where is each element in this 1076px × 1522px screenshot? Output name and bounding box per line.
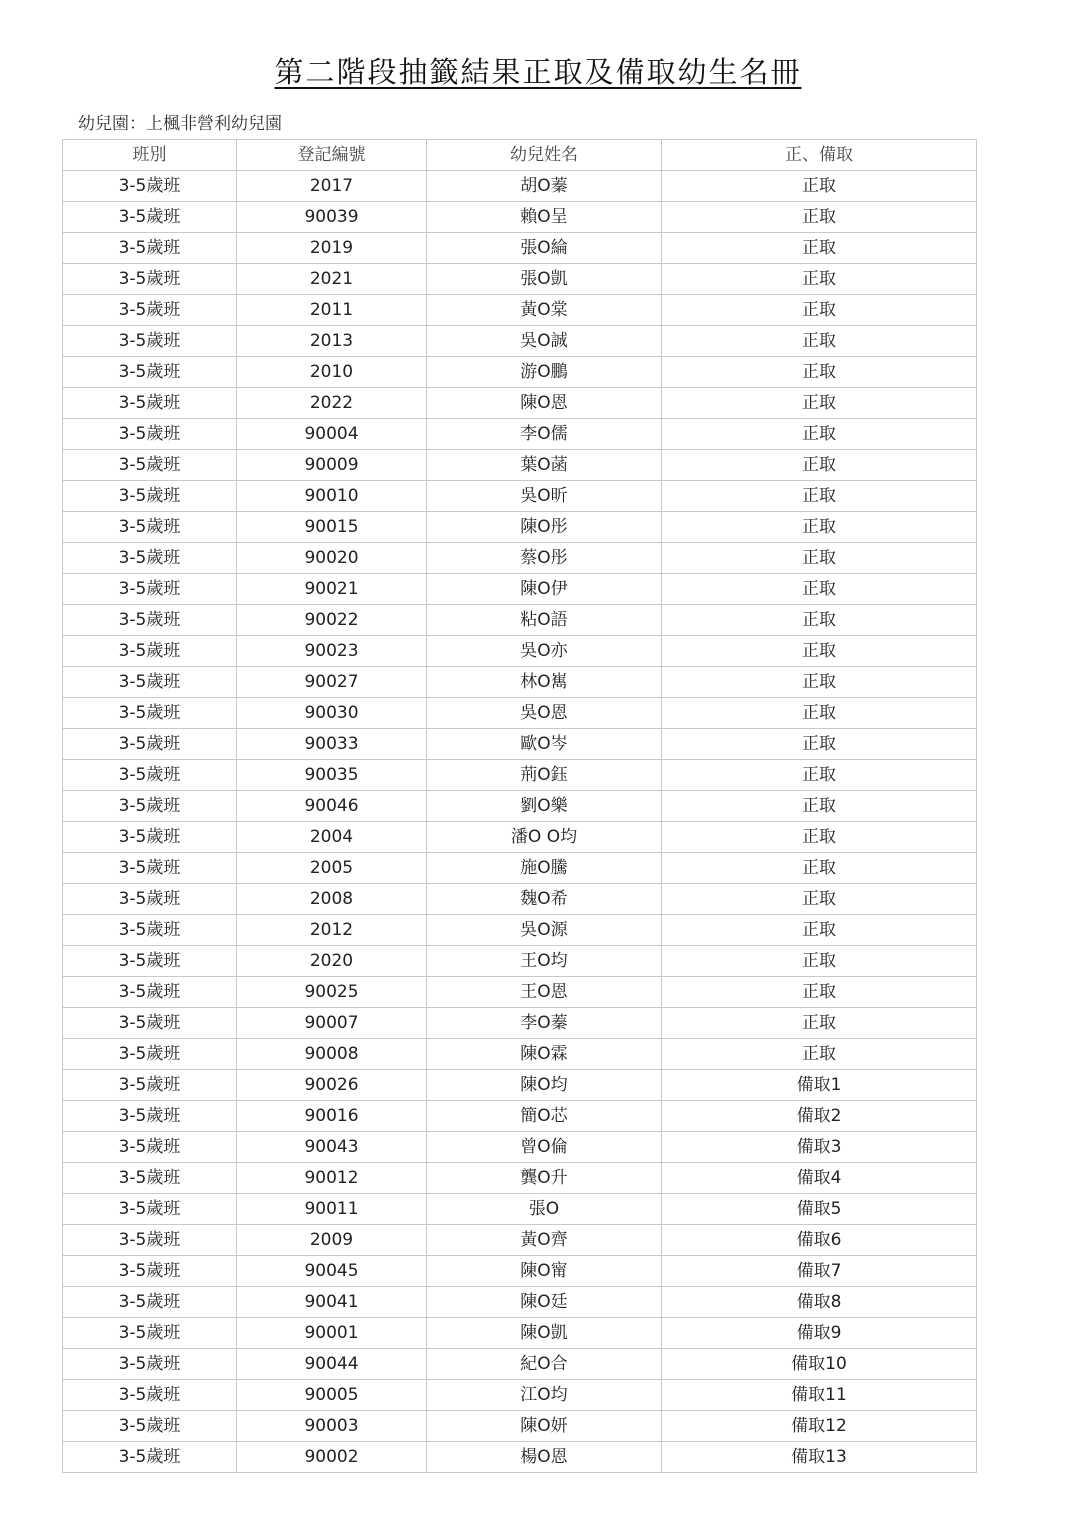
cell-child-name: 歐O岑 (427, 729, 662, 760)
cell-admission-status: 備取11 (662, 1380, 977, 1411)
cell-child-name: 簡O芯 (427, 1101, 662, 1132)
cell-admission-status: 正取 (662, 574, 977, 605)
cell-registration-number: 2008 (237, 884, 427, 915)
cell-registration-number: 90041 (237, 1287, 427, 1318)
cell-class: 3-5歲班 (63, 977, 237, 1008)
cell-registration-number: 90015 (237, 512, 427, 543)
cell-child-name: 龔O升 (427, 1163, 662, 1194)
cell-registration-number: 90046 (237, 791, 427, 822)
cell-child-name: 陳O妍 (427, 1411, 662, 1442)
table-row (63, 419, 977, 450)
cell-admission-status: 正取 (662, 915, 977, 946)
cell-class: 3-5歲班 (63, 1101, 237, 1132)
cell-class: 3-5歲班 (63, 667, 237, 698)
cell-registration-number: 90008 (237, 1039, 427, 1070)
cell-class: 3-5歲班 (63, 1039, 237, 1070)
cell-admission-status: 正取 (662, 729, 977, 760)
cell-registration-number: 90044 (237, 1349, 427, 1380)
cell-admission-status: 正取 (662, 698, 977, 729)
table-row (63, 1318, 977, 1349)
cell-class: 3-5歲班 (63, 481, 237, 512)
table-row (63, 1442, 977, 1473)
cell-child-name: 吳O昕 (427, 481, 662, 512)
cell-registration-number: 90005 (237, 1380, 427, 1411)
table-row (63, 667, 977, 698)
cell-admission-status: 正取 (662, 326, 977, 357)
cell-admission-status: 正取 (662, 481, 977, 512)
cell-class: 3-5歲班 (63, 295, 237, 326)
cell-child-name: 張O凱 (427, 264, 662, 295)
cell-registration-number: 2022 (237, 388, 427, 419)
table-header-row (63, 140, 977, 171)
cell-registration-number: 90012 (237, 1163, 427, 1194)
cell-registration-number: 90002 (237, 1442, 427, 1473)
cell-admission-status: 備取7 (662, 1256, 977, 1287)
cell-admission-status: 正取 (662, 388, 977, 419)
table-row (63, 791, 977, 822)
table-row (63, 264, 977, 295)
cell-registration-number: 2021 (237, 264, 427, 295)
table-row (63, 1101, 977, 1132)
cell-class: 3-5歲班 (63, 1132, 237, 1163)
cell-registration-number: 90004 (237, 419, 427, 450)
cell-registration-number: 90023 (237, 636, 427, 667)
cell-class: 3-5歲班 (63, 1442, 237, 1473)
header-class: 班別 (63, 140, 237, 171)
cell-registration-number: 90027 (237, 667, 427, 698)
table-row (63, 543, 977, 574)
table-row (63, 946, 977, 977)
cell-admission-status: 正取 (662, 822, 977, 853)
cell-admission-status: 正取 (662, 264, 977, 295)
table-row (63, 729, 977, 760)
cell-class: 3-5歲班 (63, 1225, 237, 1256)
cell-class: 3-5歲班 (63, 1008, 237, 1039)
cell-child-name: 張O綸 (427, 233, 662, 264)
cell-child-name: 粘O語 (427, 605, 662, 636)
cell-admission-status: 正取 (662, 853, 977, 884)
cell-registration-number: 2019 (237, 233, 427, 264)
cell-class: 3-5歲班 (63, 388, 237, 419)
cell-class: 3-5歲班 (63, 946, 237, 977)
cell-child-name: 黃O齊 (427, 1225, 662, 1256)
cell-admission-status: 備取2 (662, 1101, 977, 1132)
cell-admission-status: 正取 (662, 357, 977, 388)
cell-class: 3-5歲班 (63, 450, 237, 481)
cell-child-name: 吳O恩 (427, 698, 662, 729)
cell-child-name: 陳O廷 (427, 1287, 662, 1318)
table-row (63, 853, 977, 884)
cell-class: 3-5歲班 (63, 512, 237, 543)
cell-child-name: 紀O合 (427, 1349, 662, 1380)
cell-registration-number: 2005 (237, 853, 427, 884)
cell-class: 3-5歲班 (63, 1256, 237, 1287)
cell-registration-number: 90043 (237, 1132, 427, 1163)
table-row (63, 295, 977, 326)
cell-child-name: 賴O呈 (427, 202, 662, 233)
cell-class: 3-5歲班 (63, 574, 237, 605)
cell-admission-status: 正取 (662, 543, 977, 574)
cell-registration-number: 90026 (237, 1070, 427, 1101)
cell-child-name: 陳O霖 (427, 1039, 662, 1070)
cell-child-name: 葉O菡 (427, 450, 662, 481)
cell-child-name: 黃O棠 (427, 295, 662, 326)
cell-admission-status: 備取1 (662, 1070, 977, 1101)
cell-class: 3-5歲班 (63, 853, 237, 884)
cell-child-name: 江O均 (427, 1380, 662, 1411)
table-row (63, 171, 977, 202)
cell-child-name: 施O騰 (427, 853, 662, 884)
cell-admission-status: 備取10 (662, 1349, 977, 1380)
table-row (63, 1132, 977, 1163)
roster-table (62, 139, 977, 1473)
cell-registration-number: 90030 (237, 698, 427, 729)
cell-class: 3-5歲班 (63, 326, 237, 357)
cell-class: 3-5歲班 (63, 636, 237, 667)
table-row (63, 574, 977, 605)
cell-admission-status: 正取 (662, 171, 977, 202)
cell-admission-status: 正取 (662, 233, 977, 264)
cell-registration-number: 90016 (237, 1101, 427, 1132)
cell-class: 3-5歲班 (63, 357, 237, 388)
cell-class: 3-5歲班 (63, 698, 237, 729)
cell-admission-status: 正取 (662, 760, 977, 791)
document-title: 第二階段抽籤結果正取及備取幼生名冊 (274, 55, 802, 89)
table-row (63, 1194, 977, 1225)
cell-registration-number: 2004 (237, 822, 427, 853)
cell-admission-status: 正取 (662, 884, 977, 915)
cell-child-name: 曾O倫 (427, 1132, 662, 1163)
cell-class: 3-5歲班 (63, 915, 237, 946)
table-row (63, 512, 977, 543)
cell-registration-number: 90045 (237, 1256, 427, 1287)
table-row (63, 822, 977, 853)
cell-child-name: 李O蓁 (427, 1008, 662, 1039)
cell-admission-status: 正取 (662, 605, 977, 636)
cell-class: 3-5歲班 (63, 1194, 237, 1225)
table-row (63, 1039, 977, 1070)
cell-class: 3-5歲班 (63, 605, 237, 636)
cell-admission-status: 備取4 (662, 1163, 977, 1194)
cell-class: 3-5歲班 (63, 233, 237, 264)
table-row (63, 698, 977, 729)
cell-registration-number: 2009 (237, 1225, 427, 1256)
table-row (63, 1070, 977, 1101)
cell-class: 3-5歲班 (63, 202, 237, 233)
cell-child-name: 陳O伊 (427, 574, 662, 605)
table-row (63, 1008, 977, 1039)
cell-admission-status: 正取 (662, 450, 977, 481)
table-row (63, 977, 977, 1008)
cell-child-name: 陳O恩 (427, 388, 662, 419)
table-row (63, 1349, 977, 1380)
cell-registration-number: 2017 (237, 171, 427, 202)
cell-admission-status: 正取 (662, 1008, 977, 1039)
cell-class: 3-5歲班 (63, 419, 237, 450)
cell-registration-number: 2010 (237, 357, 427, 388)
table-row (63, 636, 977, 667)
cell-registration-number: 2012 (237, 915, 427, 946)
cell-registration-number: 90021 (237, 574, 427, 605)
cell-child-name: 胡O蓁 (427, 171, 662, 202)
cell-child-name: 陳O均 (427, 1070, 662, 1101)
cell-class: 3-5歲班 (63, 1318, 237, 1349)
cell-child-name: 蔡O彤 (427, 543, 662, 574)
cell-child-name: 游O鵬 (427, 357, 662, 388)
cell-child-name: 林O嶲 (427, 667, 662, 698)
cell-admission-status: 正取 (662, 946, 977, 977)
roster-body (63, 171, 977, 1473)
cell-child-name: 魏O希 (427, 884, 662, 915)
table-row (63, 1163, 977, 1194)
cell-registration-number: 90033 (237, 729, 427, 760)
cell-class: 3-5歲班 (63, 264, 237, 295)
cell-registration-number: 90025 (237, 977, 427, 1008)
cell-registration-number: 90035 (237, 760, 427, 791)
cell-registration-number: 90039 (237, 202, 427, 233)
cell-admission-status: 備取13 (662, 1442, 977, 1473)
cell-admission-status: 備取9 (662, 1318, 977, 1349)
table-row (63, 1287, 977, 1318)
table-row (63, 450, 977, 481)
cell-child-name: 吳O源 (427, 915, 662, 946)
cell-child-name: 荊O鈺 (427, 760, 662, 791)
header-registration-number: 登記編號 (237, 140, 427, 171)
cell-class: 3-5歲班 (63, 1163, 237, 1194)
cell-admission-status: 正取 (662, 295, 977, 326)
table-row (63, 1380, 977, 1411)
cell-admission-status: 備取6 (662, 1225, 977, 1256)
table-row (63, 1256, 977, 1287)
cell-child-name: 潘O O均 (427, 822, 662, 853)
cell-child-name: 吳O誠 (427, 326, 662, 357)
cell-admission-status: 正取 (662, 202, 977, 233)
cell-admission-status: 備取5 (662, 1194, 977, 1225)
cell-registration-number: 90007 (237, 1008, 427, 1039)
cell-class: 3-5歲班 (63, 884, 237, 915)
cell-admission-status: 正取 (662, 419, 977, 450)
cell-child-name: 劉O樂 (427, 791, 662, 822)
cell-admission-status: 正取 (662, 791, 977, 822)
cell-child-name: 王O均 (427, 946, 662, 977)
cell-registration-number: 90003 (237, 1411, 427, 1442)
cell-class: 3-5歲班 (63, 1349, 237, 1380)
table-row (63, 605, 977, 636)
cell-admission-status: 正取 (662, 977, 977, 1008)
cell-registration-number: 90010 (237, 481, 427, 512)
school-label: 幼兒園：上楓非營利幼兒園 (78, 114, 282, 134)
cell-admission-status: 正取 (662, 1039, 977, 1070)
cell-registration-number: 2020 (237, 946, 427, 977)
cell-class: 3-5歲班 (63, 1380, 237, 1411)
cell-child-name: 陳O彤 (427, 512, 662, 543)
table-row (63, 357, 977, 388)
table-row (63, 915, 977, 946)
cell-child-name: 王O恩 (427, 977, 662, 1008)
cell-class: 3-5歲班 (63, 1070, 237, 1101)
cell-class: 3-5歲班 (63, 1287, 237, 1318)
table-row (63, 760, 977, 791)
cell-class: 3-5歲班 (63, 760, 237, 791)
cell-registration-number: 90011 (237, 1194, 427, 1225)
cell-class: 3-5歲班 (63, 791, 237, 822)
table-row (63, 481, 977, 512)
cell-registration-number: 90020 (237, 543, 427, 574)
cell-registration-number: 90022 (237, 605, 427, 636)
cell-registration-number: 90001 (237, 1318, 427, 1349)
cell-child-name: 李O儒 (427, 419, 662, 450)
table-row (63, 233, 977, 264)
table-row (63, 884, 977, 915)
cell-child-name: 陳O甯 (427, 1256, 662, 1287)
cell-admission-status: 備取8 (662, 1287, 977, 1318)
cell-class: 3-5歲班 (63, 822, 237, 853)
header-child-name: 幼兒姓名 (427, 140, 662, 171)
cell-class: 3-5歲班 (63, 543, 237, 574)
cell-registration-number: 2011 (237, 295, 427, 326)
cell-class: 3-5歲班 (63, 171, 237, 202)
cell-child-name: 吳O亦 (427, 636, 662, 667)
cell-admission-status: 正取 (662, 667, 977, 698)
table-row (63, 326, 977, 357)
cell-admission-status: 正取 (662, 512, 977, 543)
cell-admission-status: 正取 (662, 636, 977, 667)
table-row (63, 1411, 977, 1442)
table-row (63, 388, 977, 419)
cell-child-name: 張O (427, 1194, 662, 1225)
cell-child-name: 陳O凱 (427, 1318, 662, 1349)
header-admission-status: 正、備取 (662, 140, 977, 171)
cell-admission-status: 備取12 (662, 1411, 977, 1442)
cell-child-name: 楊O恩 (427, 1442, 662, 1473)
cell-class: 3-5歲班 (63, 729, 237, 760)
table-row (63, 202, 977, 233)
cell-class: 3-5歲班 (63, 1411, 237, 1442)
cell-registration-number: 2013 (237, 326, 427, 357)
cell-registration-number: 90009 (237, 450, 427, 481)
cell-admission-status: 備取3 (662, 1132, 977, 1163)
table-row (63, 1225, 977, 1256)
